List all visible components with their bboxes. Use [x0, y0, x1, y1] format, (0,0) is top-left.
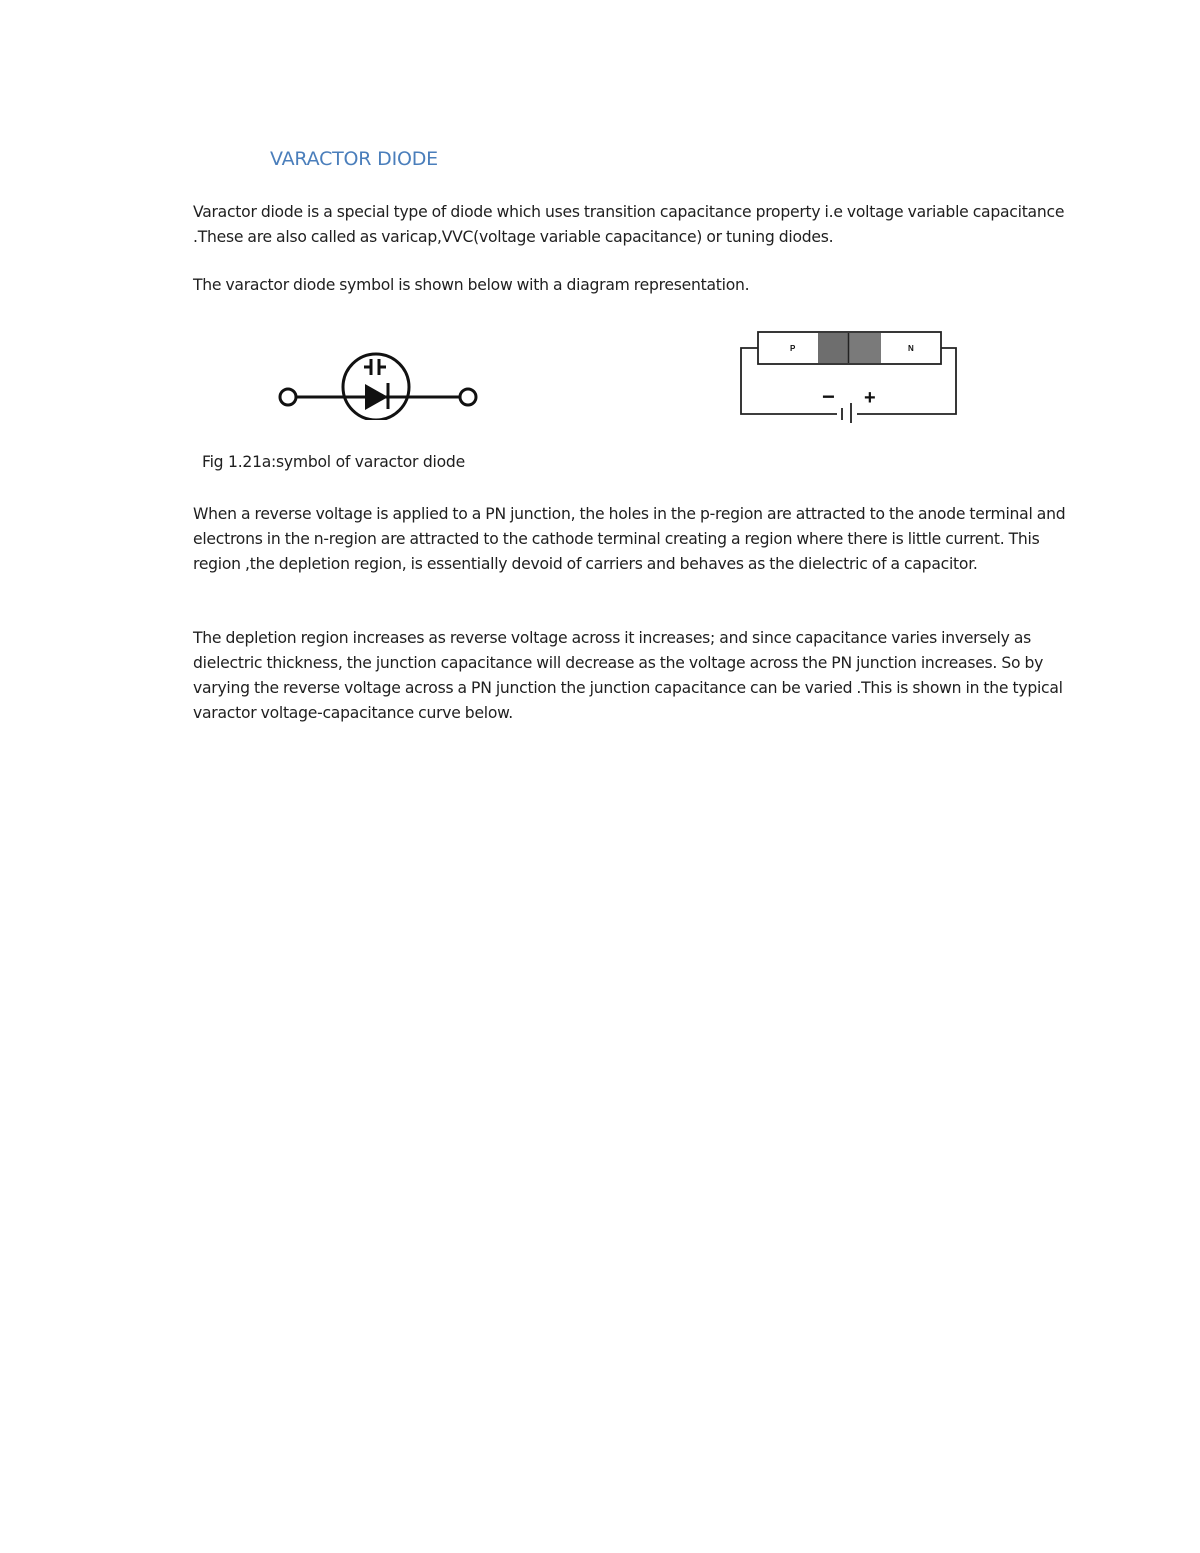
depletion-paragraph: The depletion region increases as reverse voltage across it increases; and since capacitance varies inversely as dielectric thickness, the junction capacitance will decrease as the voltage across the PN junction increases. So by varying the reverse voltage across a PN junction the junction capacitance can be varied .This is shown in the typical varactor voltage-capacitance curve below.	[193, 629, 1063, 722]
left-terminal	[280, 389, 296, 405]
minus-label: −	[822, 384, 835, 409]
p-region-label: P	[790, 344, 796, 353]
plus-label: +	[864, 387, 876, 409]
reverse-voltage-paragraph: When a reverse voltage is applied to a PN junction, the holes in the p-region are attracted to the anode terminal and electrons in the n-region are attracted to the cathode terminal creating a region where there is little current. This region ,the depletion region, is essentially devoid of carriers and behaves as the dielectric of a capacitor.	[193, 505, 1066, 573]
page-title: VARACTOR DIODE	[270, 148, 438, 170]
symbol-intro-paragraph: The varactor diode symbol is shown below with a diagram representation.	[193, 276, 750, 294]
depletion-region-n	[849, 333, 881, 363]
symbol-circle	[343, 354, 409, 420]
figure-caption: Fig 1.21a:symbol of varactor diode	[202, 453, 465, 471]
varactor-symbol-figure	[270, 345, 490, 420]
n-region-label: N	[908, 344, 914, 353]
intro-paragraph: Varactor diode is a special type of diode which uses transition capacitance property i.e voltage variable capacitance .These are also called as varicap,VVC(voltage variable capacitance) or tuning diodes.	[193, 203, 1065, 246]
diode-triangle	[365, 384, 388, 410]
right-terminal	[460, 389, 476, 405]
pn-junction-diagram	[735, 320, 963, 426]
depletion-region-p	[818, 333, 848, 363]
